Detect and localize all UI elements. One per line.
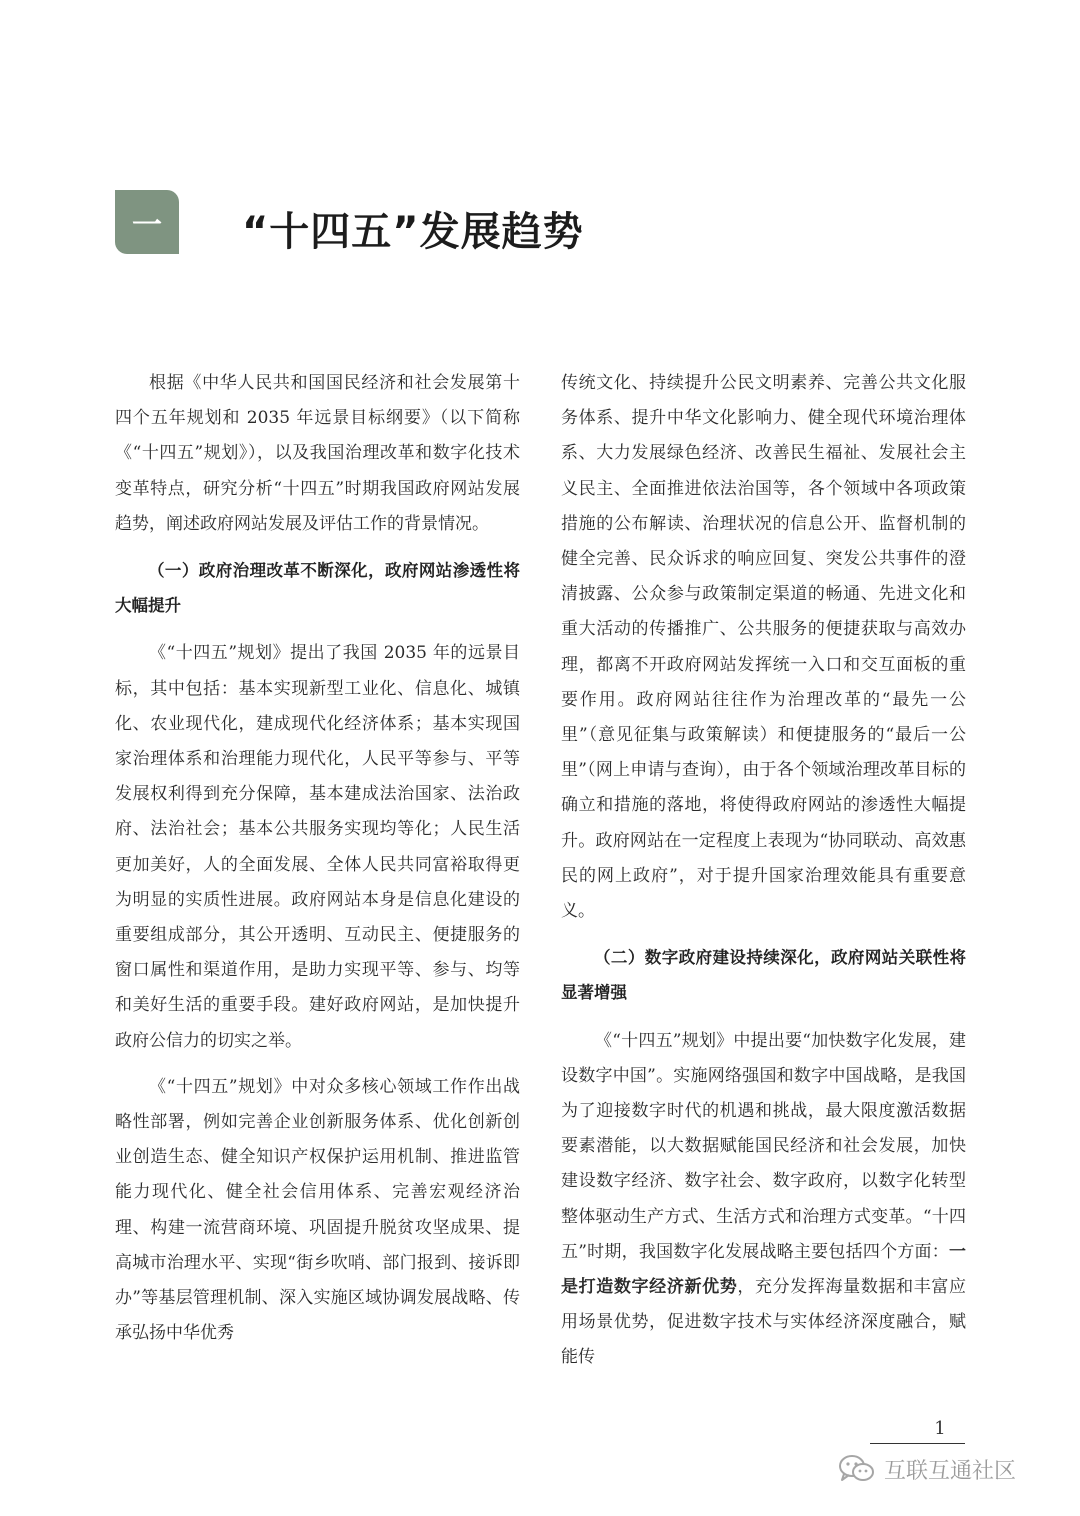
paragraph-text: ，充分发挥海量数据和丰富应用场景优势，促进数字技术与实体经济深度融合，赋能传 (561, 1277, 967, 1368)
chapter-title: “十四五”发展趋势 (242, 209, 584, 255)
paragraph-bold-text: 一是打造数字经济新优势 (561, 1241, 966, 1298)
wechat-icon (838, 1454, 876, 1484)
paragraph (561, 1024, 966, 1376)
paragraph: 传统文化、持续提升公民文明素养、完善公共文化服务体系、提升中华文化影响力、健全现代环境治理体系、大力发展绿色经济、改善民生福祉、发展社会主义民主、全面推进依法治国等，各个领域中各项政策措施的公布解读、治理状况的信息公开、监督机制的健全完善、民众诉求的响应回复、突发公共事件的澄清披露、公众参与政策制定渠道的畅通、先进文化和重大活动的传播推广、公共服务的便捷获取与高效办理，都离不开政府网站发挥统一入口和交互面板的重要作用。政府网站往往作为治理改革的“最先一公里”（意见征集与政策解读）和便捷服务的“最后一公里”（网上申请与查询），由于各个领域治理改革目标的确立和措施的落地，将使得政府网站的渗透性大幅提升。政府网站在一定程度上表现为“协同联动、高效惠民的网上政府”，对于提升国家治理效能具有重要意义。 (561, 373, 966, 922)
section-heading: （二）数字政府建设持续深化，政府网站关联性将显著增强 (561, 948, 966, 1003)
left-column (115, 366, 520, 1362)
footer-rule (870, 1443, 965, 1444)
watermark (838, 1452, 1016, 1486)
page-number: 1 (934, 1418, 946, 1439)
chapter-number-badge: 一 (115, 190, 179, 254)
watermark-text: 互联互通社区 (884, 1458, 1017, 1484)
paragraph: 《“十四五”规划》提出了我国 2035 年的远景目标，其中包括：基本实现新型工业化、信息化、城镇化、农业现代化，建成现代化经济体系；基本实现国家治理体系和治理能力现代化，人民平等参与、平等发展权利得到充分保障，基本建成法治国家、法治政府、法治社会；基本公共服务实现均等化；人民生活更加美好，人的全面发展、全体人民共同富裕取得更为明显的实质性进展。政府网站本身是信息化建设的重要组成部分，其公开透明、互动民主、便捷服务的窗口属性和渠道作用，是助力实现平等、参与、均等和美好生活的重要手段。建好政府网站，是加快提升政府公信力的切实之举。 (115, 643, 520, 1051)
section-heading: （一）政府治理改革不断深化，政府网站渗透性将大幅提升 (115, 561, 520, 616)
paragraph: 根据《中华人民共和国国民经济和社会发展第十四个五年规划和 2035 年远景目标纲要》（以下简称《“十四五”规划》），以及我国治理改革和数字化技术变革特点，研究分析“十四五”时期我国政府网站发展趋势，阐述政府网站发展及评估工作的背景情况。 (115, 373, 520, 534)
paragraph-text: 《“十四五”规划》中提出要“加快数字化发展，建设数字中国”。实施网络强国和数字中国战略，是我国为了迎接数字时代的机遇和挑战，最大限度激活数据要素潜能，以大数据赋能国民经济和社会发展，加快建设数字经济、数字社会、数字政府，以数字化转型整体驱动生产方式、生活方式和治理方式变革。“十四五”时期，我国数字化发展战略主要包括四个方面： (561, 1030, 966, 1262)
right-column (561, 366, 966, 1387)
paragraph: 《“十四五”规划》中对众多核心领域工作作出战略性部署，例如完善企业创新服务体系、优化创新创业创造生态、健全知识产权保护运用机制、推进监管能力现代化、健全社会信用体系、完善宏观经济治理、构建一流营商环境、巩固提升脱贫攻坚成果、提高城市治理水平、实现“街乡吹哨、部门报到、接诉即办”等基层管理机制、深入实施区域协调发展战略、传承弘扬中华优秀 (115, 1076, 520, 1344)
